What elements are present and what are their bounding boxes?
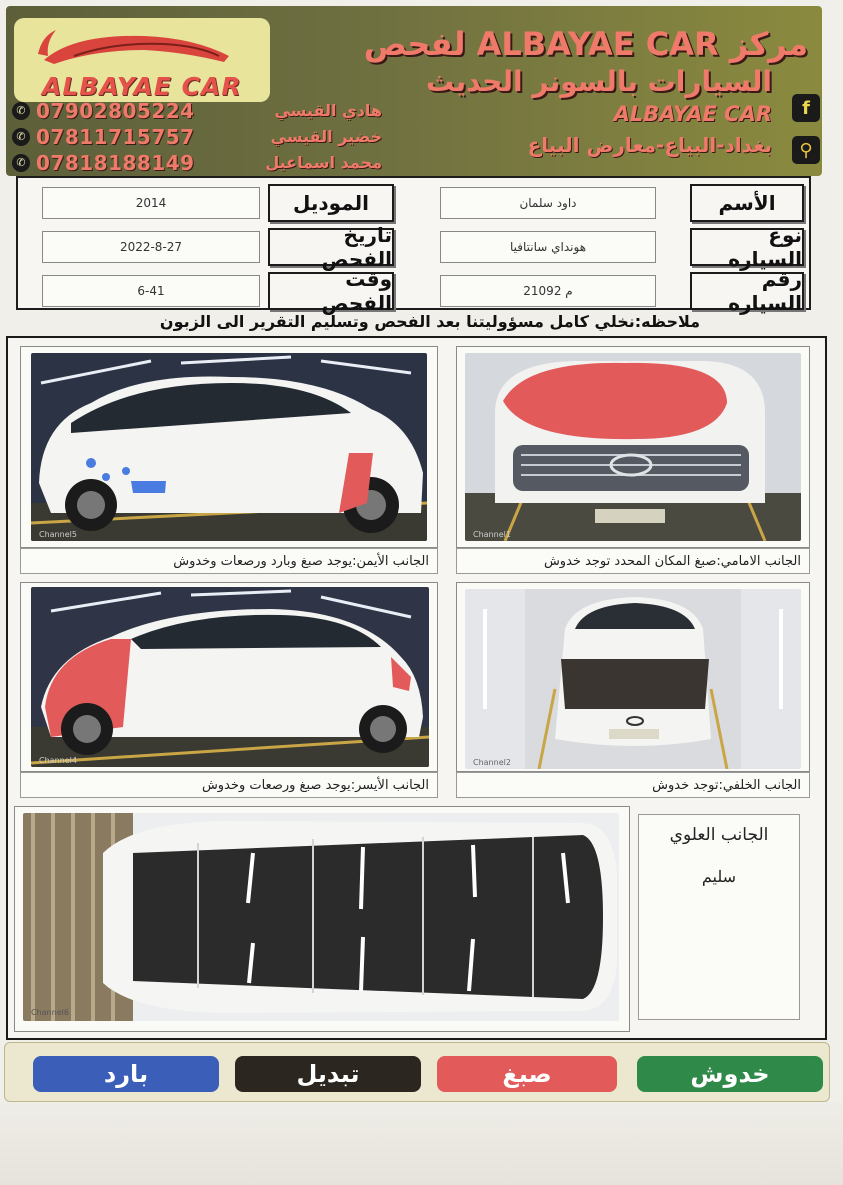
contact-name: هادي القيسي — [274, 101, 382, 120]
top-side-status: سليم — [701, 867, 737, 886]
left-side-photo[interactable] — [31, 587, 429, 767]
car-logo-icon — [34, 26, 234, 70]
right-side-photo[interactable] — [31, 353, 427, 541]
model-label: الموديل — [268, 184, 394, 222]
model-value: 2014 — [42, 187, 260, 219]
top-side-box — [638, 814, 800, 1020]
customer-info-table — [16, 176, 811, 315]
report-header — [6, 6, 822, 176]
left-side-caption: الجانب الأيسر:يوجد صبغ ورصعات وخدوش — [20, 772, 438, 798]
contact-name: محمد اسماعيل — [265, 153, 382, 172]
car-type-value: هونداي سانتافيا — [440, 231, 656, 263]
top-photo-cell — [14, 806, 630, 1032]
facebook-page-name[interactable]: ALBAYAE CAR — [613, 102, 772, 126]
damage-legend — [4, 1042, 830, 1102]
svg-text:Channel6: Channel6 — [31, 1008, 69, 1017]
phone-icon: ✆ — [12, 102, 30, 120]
car-number-value: 21092 م — [440, 275, 656, 307]
info-row-name — [18, 182, 809, 224]
legend-scratches: خدوش — [637, 1056, 823, 1092]
legend-paint: صبغ — [437, 1056, 617, 1092]
top-side-title: الجانب العلوي — [669, 825, 769, 845]
svg-text:Channel2: Channel2 — [473, 758, 511, 767]
disclaimer-note: ملاحظه:نخلي كامل مسؤوليتنا بعد الفحص وتسليم التقرير الى الزبون — [159, 312, 701, 331]
info-row-type — [18, 223, 809, 271]
logo-text: ALBAYAE CAR — [42, 72, 242, 101]
svg-text:Channel1: Channel1 — [473, 530, 511, 539]
company-logo — [14, 18, 270, 102]
front-photo[interactable] — [465, 353, 801, 541]
left-side-photo-cell — [20, 582, 438, 772]
inspection-time-label: وقت الفحص — [268, 272, 394, 310]
inspection-date-value: 2022-8-27 — [42, 231, 260, 263]
phone-number[interactable]: 07902805224 — [36, 98, 195, 123]
rear-photo-cell — [456, 582, 810, 772]
top-photo[interactable] — [23, 813, 619, 1021]
info-row-number — [18, 267, 809, 315]
front-caption: الجانب الامامي:صبغ المكان المحدد توجد خدوش — [456, 548, 810, 574]
car-type-label: نوع السياره — [690, 228, 804, 266]
phone-icon: ✆ — [12, 128, 30, 146]
svg-text:Channel4: Channel4 — [39, 756, 77, 765]
center-subtitle: السيارات بالسونر الحديث — [425, 65, 772, 98]
svg-text:Channel5: Channel5 — [39, 530, 77, 539]
front-photo-cell — [456, 346, 810, 548]
phone-number[interactable]: 07818188149 — [36, 150, 195, 175]
right-side-caption: الجانب الأيمن:يوجد صبغ وبارد ورصعات وخدوش — [20, 548, 438, 574]
rear-caption: الجانب الخلفي:توجد خدوش — [456, 772, 810, 798]
phone-icon: ✆ — [12, 154, 30, 172]
name-label: الأسم — [690, 184, 804, 222]
center-title: مركز ALBAYAE CAR لفحص — [363, 25, 808, 63]
inspection-date-label: تاريخ الفحص — [268, 228, 394, 266]
name-value: داود سلمان — [440, 187, 656, 219]
location-pin-icon[interactable]: ⚲ — [792, 136, 820, 164]
header-text-block — [288, 24, 808, 162]
phone-number[interactable]: 07811715757 — [36, 124, 195, 149]
legend-cold: بارد — [33, 1056, 219, 1092]
address-text: بغداد-البياع-معارض البياع — [527, 133, 772, 157]
legend-replaced: تبديل — [235, 1056, 421, 1092]
contact-name: خضير القيسي — [270, 127, 382, 146]
inspection-time-value: 6-41 — [42, 275, 260, 307]
facebook-icon[interactable]: f — [792, 94, 820, 122]
rear-photo[interactable] — [465, 589, 801, 769]
page-bottom-margin — [0, 1102, 843, 1185]
car-number-label: رقم السياره — [690, 272, 804, 310]
right-side-photo-cell — [20, 346, 438, 548]
